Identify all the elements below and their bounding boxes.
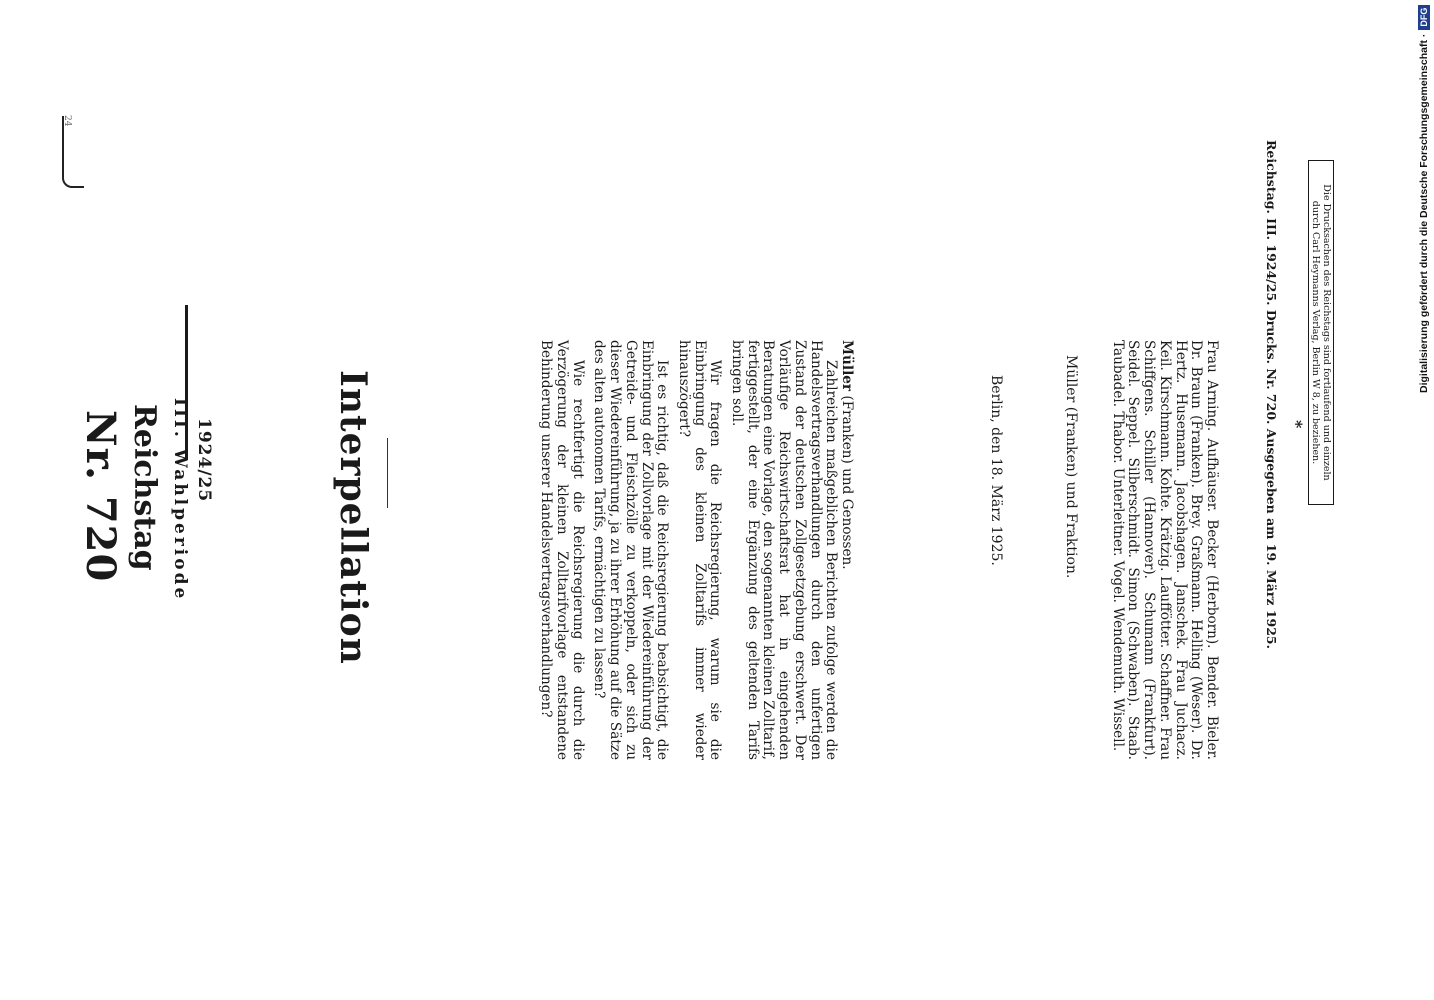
footer-imprint: Reichstag. III. 1924/25. Drucks. Nr. 720. Ausgegeben am 19. März 1925. xyxy=(1264,140,1279,649)
dfg-credit-sidebar xyxy=(1412,8,1434,393)
paragraph: Wir fragen die Reichsregierung, warum sie die Einbringung des kleinen Zolltarifs immer wieder hinauszögert? xyxy=(675,340,724,760)
legislature-label: III. Wahlperiode xyxy=(170,398,190,602)
session-period: 1924/25 xyxy=(194,418,214,503)
place-date: Berlin, den 18. März 1925. xyxy=(988,375,1004,566)
author-line xyxy=(838,340,854,760)
signatories-list: Frau Arning. Aufhäuser. Becker (Herborn). Bender. Bieler. Dr. Braun (Franken). Brey. Graßmann. Helling (Weser). Dr. Hertz. Husemann. Jacobshagen. Janschek. Frau Juchacz. Keil. Kirschmann. Kohte. Krätzig. Lauffötter. Schaffner. Frau Schiffgens. Schiller (Hannover). Schumann (Frankfurt). Seidel. Seppel. Silberschmidt. Simon (Schwaben). Staab. Taubadel. Thabor. Unterleitner. Vogel. Wendemuth. Wissell. xyxy=(1109,340,1220,760)
credit-text: Digitalisierung gefördert durch die Deutsche Forschungsgemeinschaft · xyxy=(1418,33,1430,393)
margin-pen-stroke xyxy=(62,116,84,188)
notice-line: Die Drucksachen des Reichstags sind fortlaufend und einzeln xyxy=(1321,184,1332,481)
paragraph: Wie rechtfertigt die Reichsregierung die durch die Verzögerung der kleinen Zolltarifvorlage entstandene Behinderung unserer Handelsvertragsverhandlungen? xyxy=(538,340,586,760)
paragraph: Ist es richtig, daß die Reichsregierung beabsichtigt, die Einbringung der Zollvorlage mit der Wiedereinführung der Getreide- und Fleischzölle zu verkoppeln, oder sich zu dieser Wiedereinführung, ja zu ihrer Erhöhung auf die Sätze des alten autonomen Tarifs, ermächtigen zu lassen? xyxy=(591,340,671,760)
document-number: Nr. 720 xyxy=(77,410,124,583)
author-rest: (Franken) und Genossen. xyxy=(839,395,855,570)
margin-mark: 24 xyxy=(62,115,72,127)
interpellation-body xyxy=(538,340,854,760)
header-rule xyxy=(185,305,188,460)
author-name: Müller xyxy=(839,340,855,392)
notice-line: durch Carl Heymanns Verlag, Berlin W 8, zu beziehen. xyxy=(1310,200,1321,465)
footer-star: * xyxy=(1287,420,1306,429)
institution-name: Reichstag xyxy=(127,404,162,571)
distribution-notice xyxy=(1308,160,1334,505)
paragraph: Zahlreichen maßgeblichen Berichten zufolge werden die Handelsvertragsverhandlungen durch den unfertigen Zustand der deutschen Zollgesetzgebung erschwert. Der Vorläufige Reichswirtschaftsrat hat in eingehenden Beratungen eine Vorlage, den sogenannten kleinen Zolltarif, fertiggestellt, der eine Ergänzung des geltenden Tarifs bringen soll. xyxy=(729,340,840,760)
dfg-logo-icon: DFG xyxy=(1418,5,1430,30)
document-heading: Interpellation xyxy=(332,370,374,665)
heading-divider xyxy=(387,438,388,508)
faction-line: Müller (Franken) und Fraktion. xyxy=(1063,355,1079,579)
